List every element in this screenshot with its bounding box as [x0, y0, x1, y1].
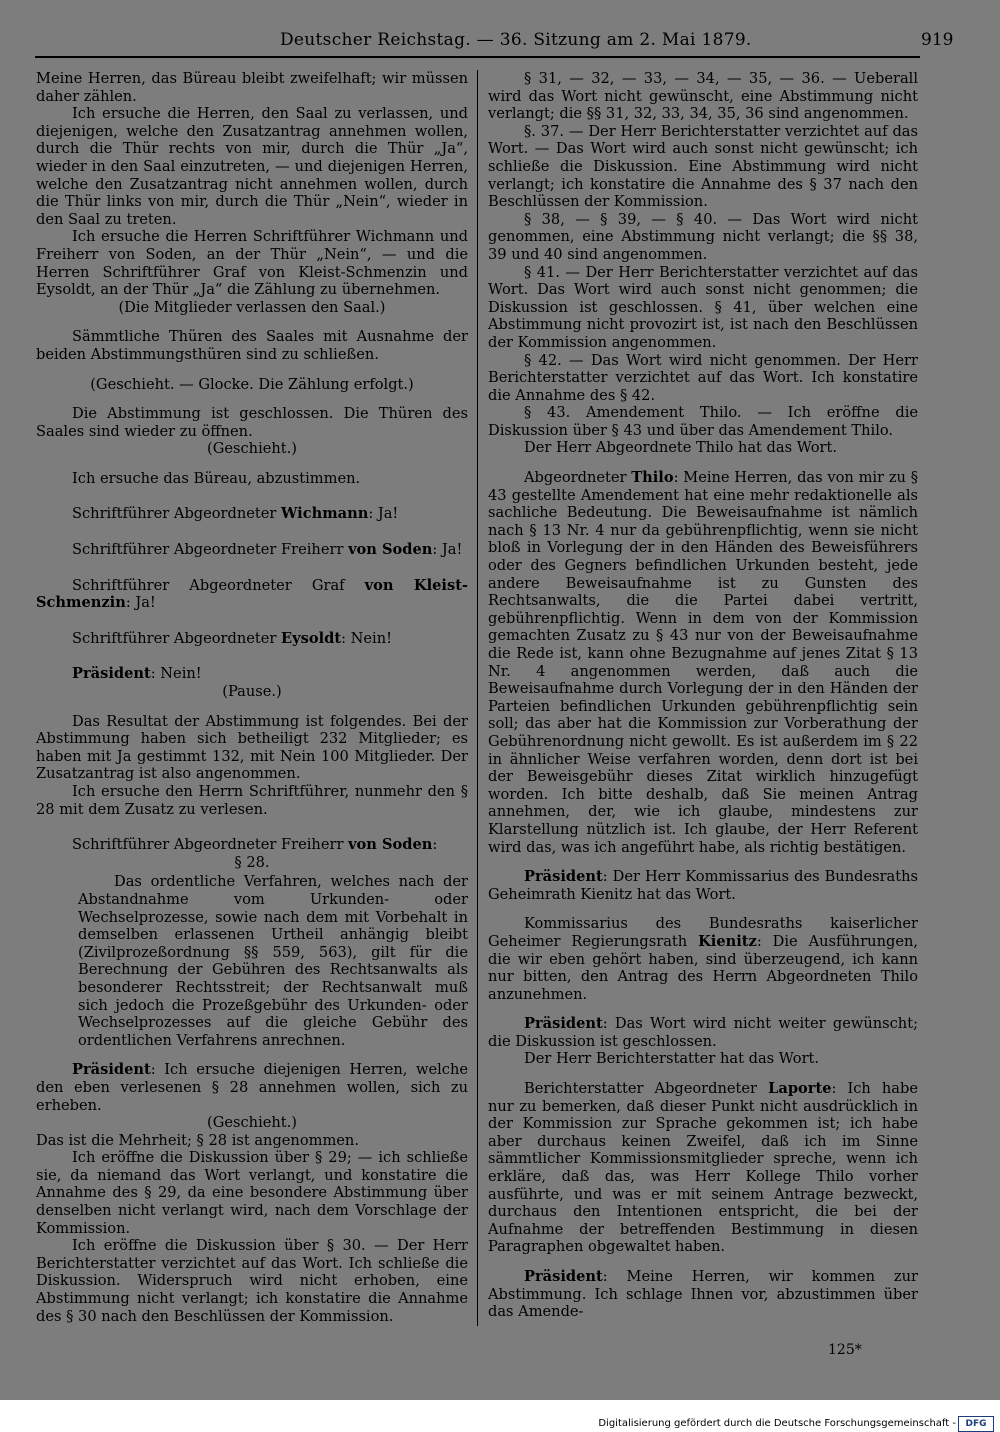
- paragraph: Ich eröffne die Diskussion über § 29; — ich schließe sie, da niemand das Wort verlangt, und konstatire die Annahme des § 29, da eine besondere Abstimmung über denselben nicht verlangt wird, nach dem Vorschlage der Kommission.: [36, 1149, 468, 1237]
- speaker-paragraph: Schriftführer Abgeordneter Freiherr von Soden:: [72, 836, 438, 854]
- paragraph: Meine Herren, das Büreau bleibt zweifelhaft; wir müssen daher zählen.: [36, 70, 468, 105]
- quoted-paragraph: Das ordentliche Verfahren, welches nach der Abstandnahme vom Urkunden- oder Wechselprozesse, sowie nach dem mit Vorbehalt in demselben erlassenen Urtheil anhängig bleibt (Zivilprozeßordnung §§ 559, 563), gilt für die Berechnung der Gebühren des Rechtsanwalts als besonderer Rechtsstreit; der Rechtsanwalt muß sich jedoch die Prozeßgebühr des Urkunden- oder Wechselprozesses auf die gleiche Gebühr des ordentlichen Verfahrens anrechnen.: [78, 873, 468, 1049]
- speaker-name: von Kleist-Schmenzin: [36, 576, 468, 612]
- paragraph: Sämmtliche Thüren des Saales mit Ausnahme der beiden Abstimmungsthüren sind zu schließen.: [36, 328, 468, 363]
- speaker-paragraph: Schriftführer Abgeordneter Eysoldt: Nein!: [72, 629, 392, 647]
- speaker-name: Laporte: [768, 1080, 832, 1098]
- right-column: [488, 70, 918, 1321]
- column-divider: [477, 70, 478, 1326]
- speaker-paragraph: Präsident: Ich ersuche diejenigen Herren, welche den eben verlesenen § 28 annehmen wollen, sich zu erheben.: [36, 1061, 468, 1114]
- paragraph: Der Herr Abgeordnete Thilo hat das Wort.: [524, 439, 837, 457]
- speaker-name: Präsident: [524, 868, 603, 886]
- paragraph: § 31, — 32, — 33, — 34, — 35, — 36. — Ueberall wird das Wort nicht gewünscht, eine Abstimmung nicht verlangt; die §§ 31, 32, 33, 34, 35, 36 sind angenommen.: [488, 70, 918, 123]
- speaker-paragraph: Präsident: Der Herr Kommissarius des Bundesraths Geheimrath Kienitz hat das Wort.: [488, 868, 918, 903]
- speaker-name: von Soden: [348, 836, 433, 854]
- page-header: [35, 26, 954, 58]
- paragraph: Die Abstimmung ist geschlossen. Die Thüren des Saales sind wieder zu öffnen.: [36, 405, 468, 440]
- paragraph: § 41. — Der Herr Berichterstatter verzichtet auf das Wort. Das Wort wird auch sonst nicht genommen; die Diskussion ist geschlossen. § 41, über welchen eine Abstimmung nicht provozirt ist, ist nach den Beschlüssen der Kommission angenommen.: [488, 263, 918, 351]
- page-number: 919: [921, 30, 954, 50]
- running-title: Deutscher Reichstag. — 36. Sitzung am 2. Mai 1879.: [280, 30, 752, 50]
- dfg-logo: DFG: [958, 1416, 994, 1432]
- speaker-paragraph: Schriftführer Abgeordneter Freiherr von Soden: Ja!: [72, 541, 463, 559]
- printer-signature: 125*: [828, 1342, 862, 1358]
- paragraph: Das ist die Mehrheit; § 28 ist angenommen.: [36, 1131, 359, 1149]
- paragraph: Ich ersuche das Büreau, abzustimmen.: [72, 469, 361, 487]
- speaker-name: von Soden: [348, 541, 433, 559]
- speaker-paragraph: Kommissarius des Bundesraths kaiserlicher Geheimer Regierungsrath Kienitz: Die Ausführungen, die wir eben gehört haben, sind überzeugend, ich kann nur bitten, den Antrag des Herrn Abgeordneten Thilo anzunehmen.: [488, 915, 918, 1003]
- stage-direction: (Geschieht. — Glocke. Die Zählung erfolgt.): [90, 375, 414, 393]
- paragraph: Der Herr Berichterstatter hat das Wort.: [524, 1050, 820, 1068]
- paragraph: § 42. — Das Wort wird nicht genommen. Der Herr Berichterstatter verzichtet auf das Wort. Ich konstatire die Annahme des § 42.: [488, 351, 918, 404]
- speaker-paragraph: Schriftführer Abgeordneter Wichmann: Ja!: [72, 505, 399, 523]
- stage-direction: (Geschieht.): [207, 1114, 297, 1132]
- speaker-name: Kienitz: [698, 932, 757, 950]
- speaker-name: Präsident: [524, 1268, 603, 1285]
- left-column: [36, 70, 468, 1325]
- speaker-name: Präsident: [72, 1061, 151, 1079]
- speaker-name: Thilo: [631, 469, 674, 487]
- paragraph: Ich ersuche den Herrn Schriftführer, nunmehr den § 28 mit dem Zusatz zu verlesen.: [36, 783, 468, 818]
- funding-credit: Digitalisierung gefördert durch die Deutsche Forschungsgemeinschaft -: [598, 1418, 956, 1429]
- digitization-footer: [0, 1400, 1000, 1432]
- speaker-name: Wichmann: [281, 505, 369, 523]
- stage-direction: (Die Mitglieder verlassen den Saal.): [118, 298, 386, 316]
- paragraph: Ich ersuche die Herren, den Saal zu verlassen, und diejenigen, welche den Zusatzantrag annehmen wollen, durch die Thür rechts von mir, durch die Thür „Ja“, wieder in den Saal einzutreten, — und diejenigen Herren, welche den Zusatzantrag nicht annehmen wollen, durch die Thür links von mir, durch die Thür „Nein“, wieder in den Saal zu treten.: [36, 105, 468, 228]
- speaker-paragraph: Präsident: Meine Herren, wir kommen zur Abstimmung. Ich schlage Ihnen vor, abzustimmen über das Amende-: [488, 1268, 918, 1321]
- speaker-paragraph: Präsident: Das Wort wird nicht weiter gewünscht; die Diskussion ist geschlossen.: [488, 1015, 918, 1050]
- stage-direction: (Pause.): [222, 683, 282, 701]
- speaker-paragraph: Berichterstatter Abgeordneter Laporte: Ich habe nur zu bemerken, daß dieser Punkt nicht ausdrücklich in der Kommission zur Sprache gekommen ist; ich habe aber durchaus keinen Zweifel, daß ich im Sinne sämmtlicher Kommissionsmitglieder spreche, wenn ich erkläre, daß das, was Herr Kollege Thilo vorher ausführte, und was er mit seinem Antrage bezweckt, durchaus den Intentionen entspricht, die bei der Aufnahme der betreffenden Bestimmung in diesen Paragraphen obgewaltet haben.: [488, 1080, 918, 1256]
- speaker-name: Eysoldt: [281, 629, 342, 647]
- speaker-name: Präsident: [72, 665, 151, 683]
- stage-direction: (Geschieht.): [207, 440, 297, 458]
- paragraph: §. 37. — Der Herr Berichterstatter verzichtet auf das Wort. — Das Wort wird auch sonst nicht gewünscht; ich schließe die Diskussion. Eine Abstimmung wird nicht verlangt; ich konstatire die Annahme des § 37 nach den Beschlüssen der Kommission.: [488, 122, 918, 211]
- paragraph: § 38, — § 39, — § 40. — Das Wort wird nicht genommen, eine Abstimmung nicht verlangt; die §§ 38, 39 und 40 sind angenommen.: [488, 210, 918, 263]
- section-heading: § 28.: [234, 853, 270, 871]
- speaker-paragraph: Schriftführer Abgeordneter Graf von Kleist-Schmenzin: Ja!: [36, 576, 468, 612]
- paragraph: Ich ersuche die Herren Schriftführer Wichmann und Freiherr von Soden, an der Thür „Nein“, — und die Herren Schriftführer Graf von Kleist-Schmenzin und Eysoldt, an der Thür „Ja“ die Zählung zu übernehmen.: [36, 228, 468, 299]
- paragraph: § 43. Amendement Thilo. — Ich eröffne die Diskussion über § 43 und über das Amendement Thilo.: [488, 404, 918, 439]
- speaker-paragraph: Präsident: Nein!: [72, 665, 202, 683]
- speaker-paragraph: Abgeordneter Thilo: Meine Herren, das von mir zu § 43 gestellte Amendement hat eine mehr redaktionelle als sachliche Bedeutung. Die Beweisaufnahme ist nämlich nach § 13 Nr. 4 nur da gebührenpflichtig, wenn sie nicht bloß in Vorlegung der in den Händen des Beweisführers oder des Gegners befindlichen Urkunden besteht, jede andere Beweisaufnahme ist zu Gunsten des Rechtsanwalts, die die Partei dabei vertritt, gebührenpflichtig. Wenn in dem von der Kommission gemachten Zusatz zu § 43 nur von der Beweisaufnahme die Rede ist, kann ohne Bezugnahme auf jenes Zitat § 13 Nr. 4 angenommen werden, daß auch die Beweisaufnahme durch Vorlegung der in den Händen der Parteien befindlichen Urkunden gebührenpflichtig sein soll; das aber hat die Kommission zur Vorberathung der Gebührenordnung nicht gewollt. Es ist außerdem im § 22 in ähnlicher Weise verfahren worden, denn dort ist bei der Beweisgebühr dieses Zitat wirklich hinzugefügt worden. Ich bitte deshalb, daß Sie meinen Antrag annehmen, der, wie ich glaube, mindestens zur Klarstellung nützlich ist. Ich glaube, der Herr Referent wird das, was ich angeführt habe, als richtig bestätigen.: [488, 469, 918, 856]
- paragraph: Ich eröffne die Diskussion über § 30. — Der Herr Berichterstatter verzichtet auf das Wort. Ich schließe die Diskussion. Widerspruch wird nicht erhoben, eine Abstimmung nicht verlangt; ich konstatire die Annahme des § 30 nach den Beschlüssen der Kommission.: [36, 1237, 468, 1325]
- paragraph: Das Resultat der Abstimmung ist folgendes. Bei der Abstimmung haben sich betheiligt 232 Mitglieder; es haben mit Ja gestimmt 132, mit Nein 100 Mitglieder. Der Zusatzantrag ist also angenommen.: [36, 712, 468, 783]
- speaker-name: Präsident: [524, 1015, 603, 1033]
